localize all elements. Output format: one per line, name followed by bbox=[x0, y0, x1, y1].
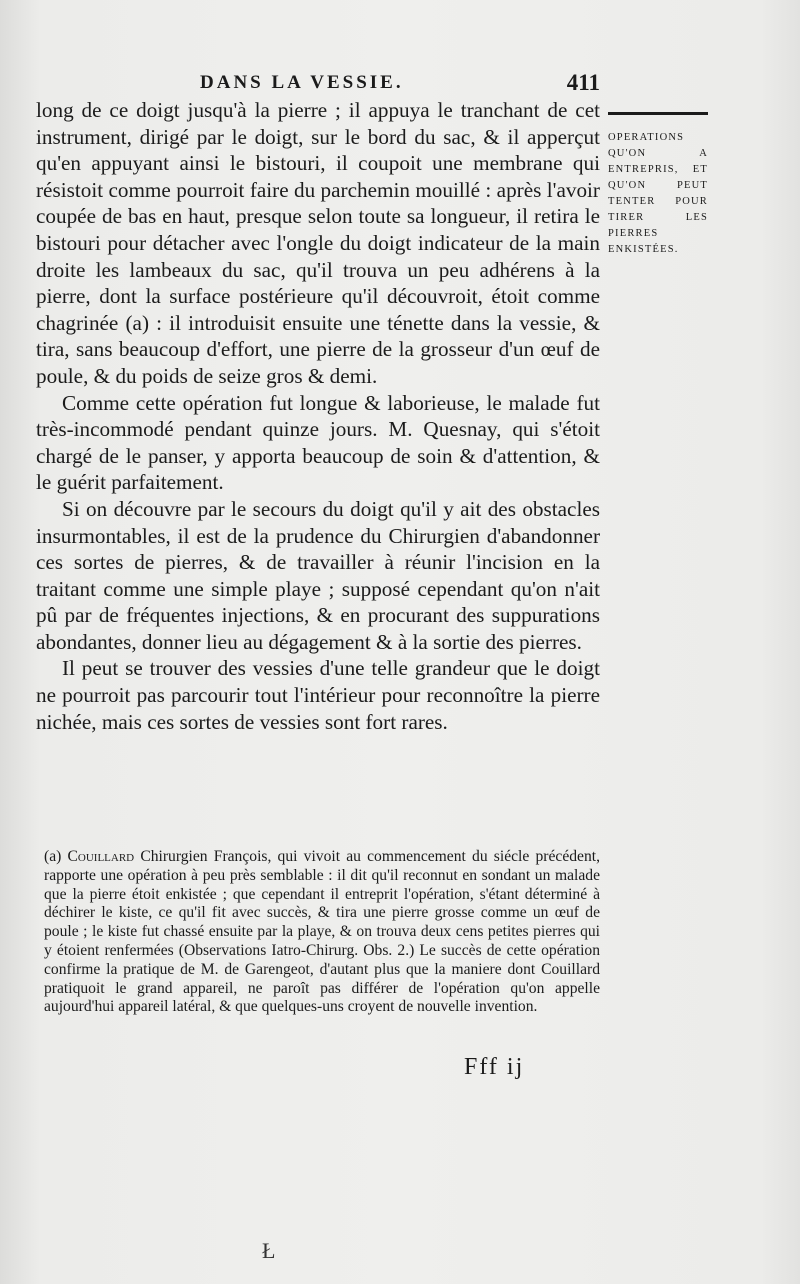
paragraph-1: long de ce doigt jusqu'à la pierre ; il appuya le tranchant de cet instrument, dirigé par le doigt, sur le bord du sac, & il apperçut qu'en appuyant ainsi le bistouri, il coupoit une membrane qui résistoit comme pourroit faire du parchemin mouillé : après l'avoir coupée de bas en haut, presque selon toute sa longueur, il retira le bistouri pour détacher avec l'ongle du doigt indicateur de la main droite les lambeaux du sac, qu'il trouva un peu adhérens à la pierre, dont la surface postérieure qu'il découvroit, étoit comme chagrinée (a) : il introduisit ensuite une ténette dans la vessie, & tira, sans beaucoup d'effort, une pierre de la grosseur d'un œuf de poule, & du poids de seize gros & demi. bbox=[36, 98, 600, 388]
main-text bbox=[36, 97, 600, 735]
running-head: DANS LA VESSIE. bbox=[200, 72, 404, 93]
stray-mark: Ł bbox=[262, 1238, 276, 1263]
margin-rule bbox=[608, 112, 708, 115]
margin-note: OPERATIONS QU'ON A ENTREPRIS, ET QU'ON PEUT TENTER POUR TIRER LES PIERRES ENKISTÉES. bbox=[608, 132, 708, 255]
signature-mark: Fff ij bbox=[464, 1054, 525, 1080]
footnote bbox=[44, 848, 600, 1017]
page-number: 411 bbox=[566, 70, 600, 95]
footnote-author: Couillard bbox=[67, 848, 135, 865]
page-header bbox=[30, 72, 600, 96]
footnote-marker: (a) bbox=[44, 848, 62, 865]
paragraph-2: Comme cette opération fut longue & laborieuse, le malade fut très-incommodé pendant quinze jours. M. Quesnay, qui s'étoit chargé de le panser, y apporta beaucoup de soin & d'attention, & le guérit parfaitement. bbox=[36, 390, 600, 495]
paragraph-3: Si on découvre par le secours du doigt qu'il y ait des obstacles insurmontables, il est de la prudence du Chirurgien d'abandonner ces sortes de pierres, & de travailler à réunir l'incision en la traitant comme une simple playe ; supposé cependant qu'on n'ait pû par de fréquentes injections, & en procurant des suppurations abondantes, donner lieu au dégagement & à la sortie des pierres. bbox=[36, 496, 600, 654]
paragraph-4: Il peut se trouver des vessies d'une telle grandeur que le doigt ne pourroit pas parcourir tout l'intérieur pour reconnoître la pierre nichée, mais ces sortes de vessies sont fort rares. bbox=[36, 656, 600, 734]
footnote-text: Chirurgien François, qui vivoit au commencement du siécle précédent, rapporte une opération à peu près semblable : il dit qu'il reconnut en sondant un malade que la pierre étoit enkistée ; que cependant il entreprit l'opération, s'étant déterminé à déchirer le kiste, ce qu'il fit avec succès, & tira une pierre grosse comme un œuf de poule ; le kiste fut chassé ensuite par la playe, & on trouva deux cens petites pierres qui y étoient renfermées (Observations Iatro-Chirurg. Obs. 2.) Le succès de cette opération confirme la pratique de M. de Garengeot, d'autant plus que la maniere dont Couillard pratiquoit le grand appareil, ne paroît pas différer de l'opération qu'on appelle aujourd'hui appareil latéral, & que quelques-uns croyent de nouvelle invention. bbox=[44, 848, 600, 1016]
